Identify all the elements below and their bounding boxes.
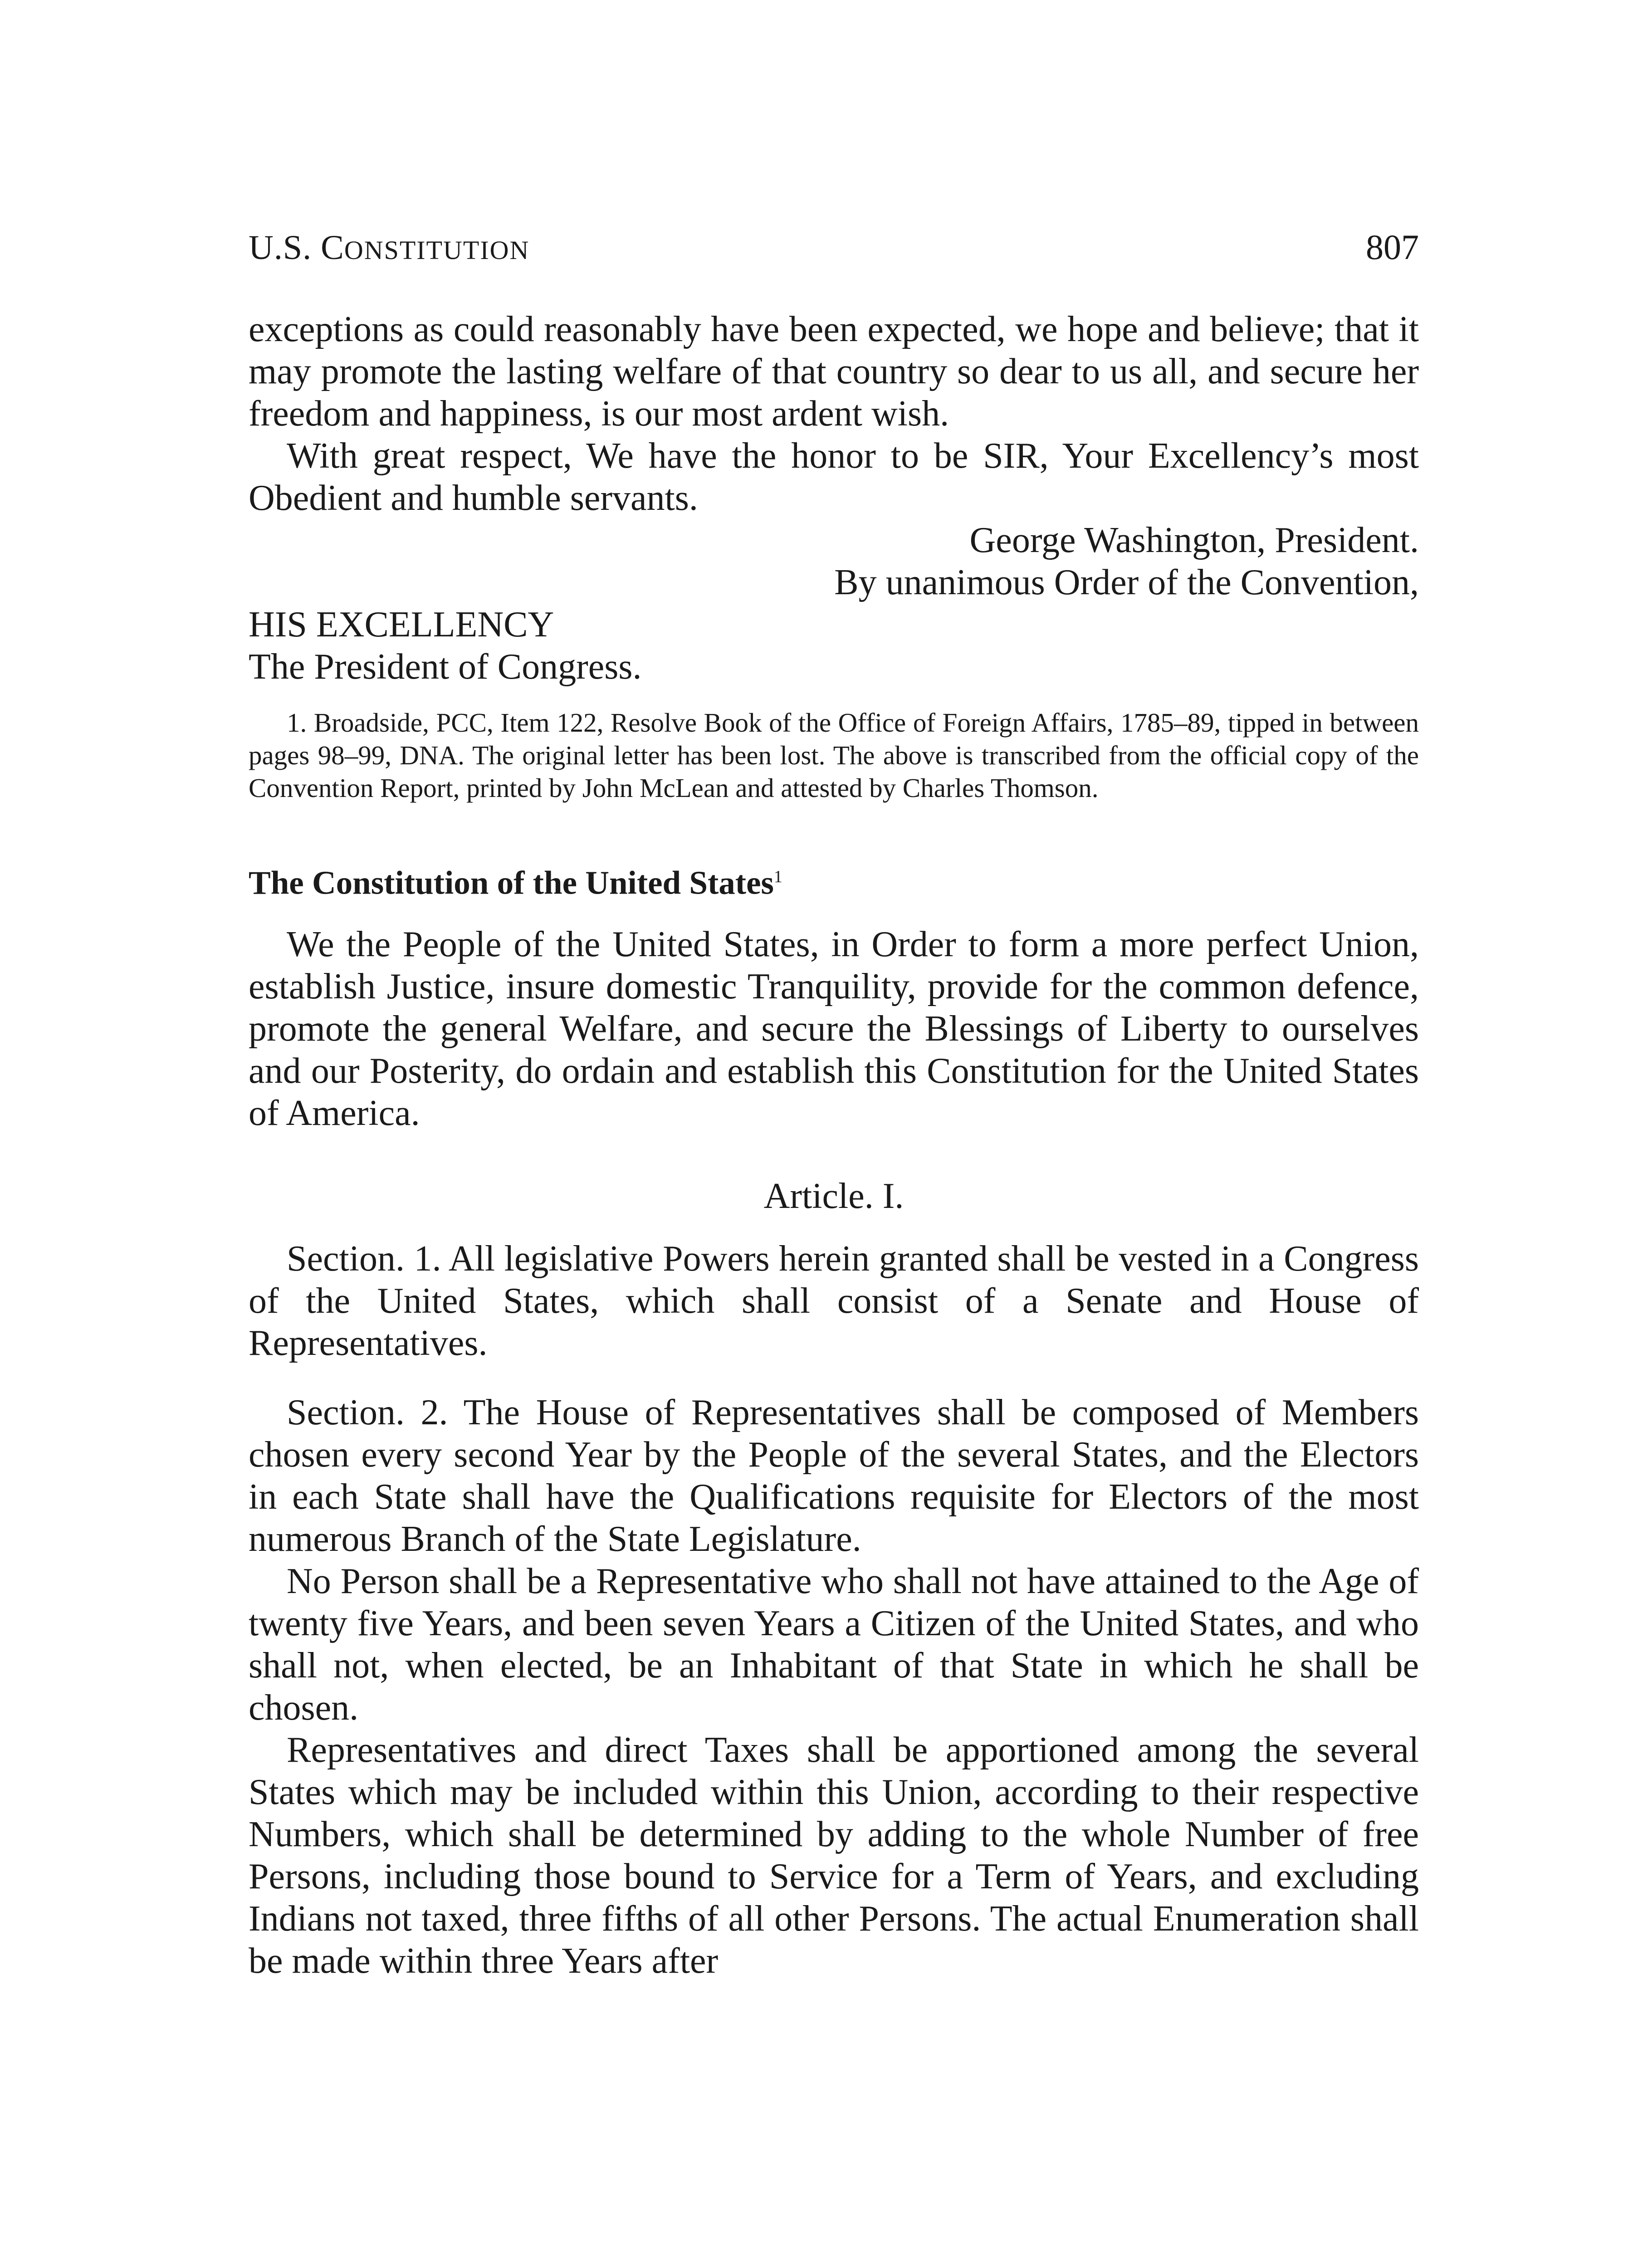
preamble: We the People of the United States, in Order to form a more perfect Union, establish Justice, insure domestic Tranquility, provide for the common defence, promote the general Welfare, and secure the Blessings of Liberty to ourselves and our Posterity, do ordain and establish this Constitution for the United States of America. xyxy=(249,924,1419,1134)
footnote: 1. Broadside, PCC, Item 122, Resolve Book of the Office of Foreign Affairs, 1785–89, tipped in between pages 98–99, DNA. The original letter has been lost. The above is transcribed from the official copy of the Convention Report, printed by John McLean and attested by Charles Thomson. xyxy=(249,708,1419,803)
running-head xyxy=(249,227,1419,277)
section-1-paragraph: Section. 1. All legislative Powers herein granted shall be vested in a Congress of the United States, which shall consist of a Senate and House of Representatives. xyxy=(249,1239,1419,1364)
constitution-heading xyxy=(249,854,1419,905)
letter-addressee-line-1: HIS EXCELLENCY xyxy=(249,605,554,645)
page-number: 807 xyxy=(1366,227,1419,267)
letter-signature: George Washington, President. xyxy=(969,520,1419,560)
book-page xyxy=(249,227,1419,1982)
letter-paragraph-1: exceptions as could reasonably have been expected, we hope and believe; that it may promote the lasting welfare of that country so dear to us all, and secure her freedom and happiness, is our most ardent wish. xyxy=(249,309,1419,434)
running-head-title-rest: ONSTITUTION xyxy=(344,235,530,265)
running-head-title-initial: U.S. C xyxy=(249,229,344,267)
running-head-title xyxy=(249,228,529,268)
section-2-paragraph-3: Representatives and direct Taxes shall be apportioned among the several States which may be included within this Union, according to their respective Numbers, which shall be determined by adding to the whole Number of free Persons, including those bound to Service for a Term of Years, and excluding Indians not taxed, three fifths of all other Persons. The actual Enumeration shall be made within three Years after xyxy=(249,1730,1419,1981)
constitution-heading-text: The Constitution of the United States xyxy=(249,864,774,901)
letter-order-line: By unanimous Order of the Convention, xyxy=(834,562,1419,602)
letter-addressee-line-2: The President of Congress. xyxy=(249,647,642,687)
article-heading: Article. I. xyxy=(763,1176,904,1217)
section-2-paragraph-2: No Person shall be a Representative who shall not have attained to the Age of twenty five Years, and been seven Years a Citizen of the United States, and who shall not, when elected, be an Inhabitant of that State in which he shall be chosen. xyxy=(249,1561,1419,1728)
footnote-marker: 1 xyxy=(773,867,782,886)
section-2-paragraph-1: Section. 2. The House of Representatives shall be composed of Members chosen every second Year by the People of the several States, and the Electors in each State shall have the Qualifications requisite for Electors of the most numerous Branch of the State Legislature. xyxy=(249,1393,1419,1559)
letter-paragraph-2: With great respect, We have the honor to be SIR, Your Excellency’s most Obedient and humble servants. xyxy=(249,436,1419,518)
